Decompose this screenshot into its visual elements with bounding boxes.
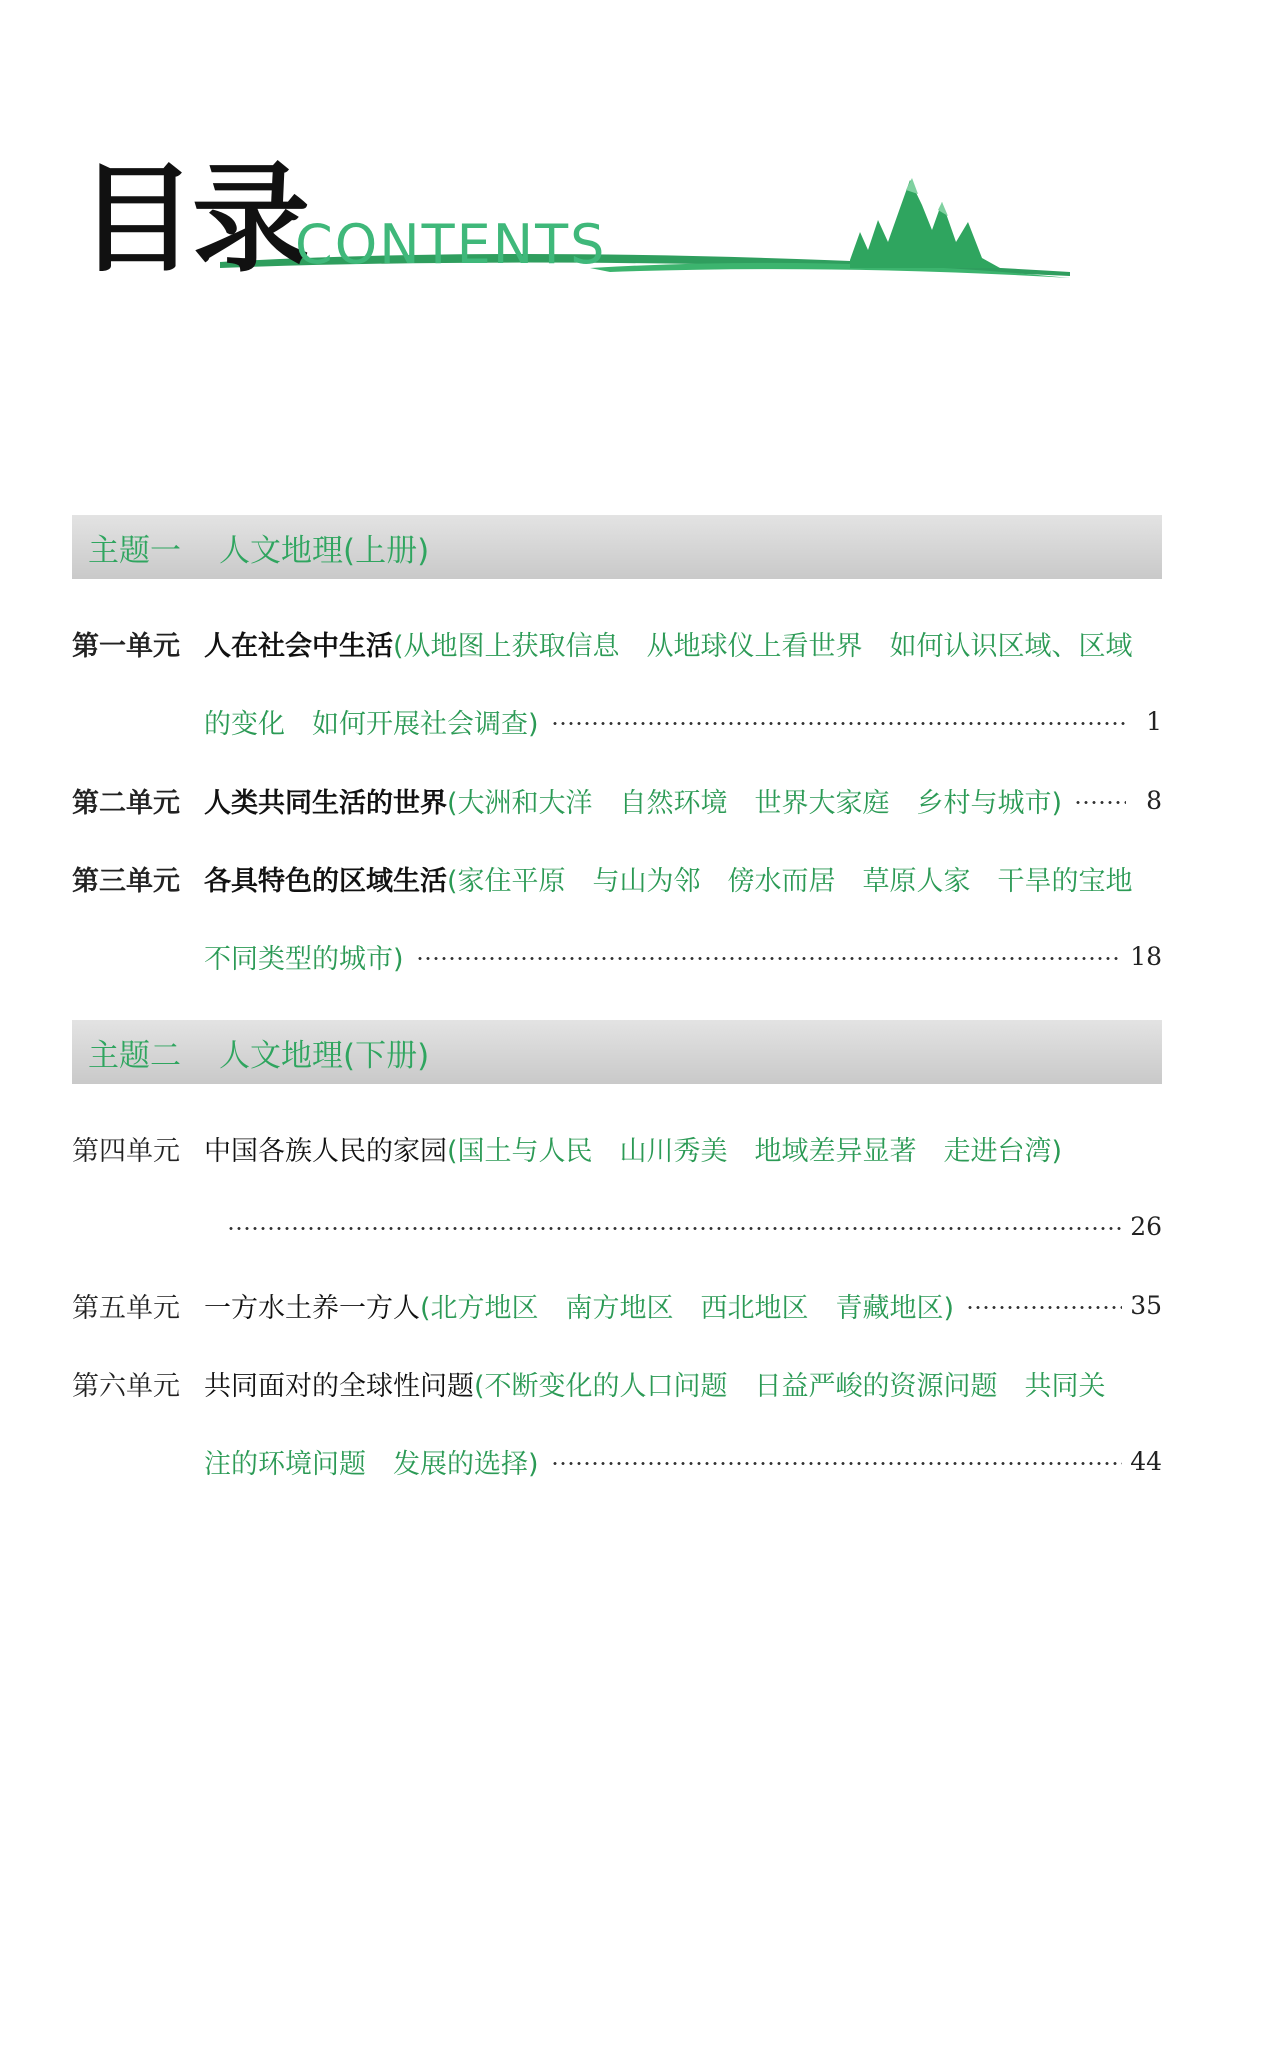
unit-lessons: (从地图上获取信息 从地球仪上看世界 如何认识区域、区域: [393, 630, 1133, 662]
section-title: 人文地理(上册): [219, 532, 430, 569]
unit-lessons-continued: 的变化 如何开展社会调查): [204, 708, 539, 740]
page-number: 1: [1146, 706, 1162, 736]
unit-lessons-continued: 注的环境问题 发展的选择): [204, 1448, 539, 1480]
section-number: 主题一: [88, 532, 181, 569]
dot-leader: [227, 1227, 1122, 1230]
unit-title: 中国各族人民的家园: [204, 1135, 447, 1167]
unit-lessons: (大洲和大洋 自然环境 世界大家庭 乡村与城市): [447, 787, 1063, 819]
page-number: 18: [1130, 941, 1162, 971]
unit-number: 第六单元: [72, 1370, 180, 1402]
unit-number: 第四单元: [72, 1135, 180, 1167]
page-number: 8: [1146, 785, 1162, 815]
section-number: 主题二: [88, 1037, 181, 1074]
section-header-2: [72, 1020, 1162, 1084]
dot-leader: [416, 957, 1123, 960]
unit-lessons-continued: 不同类型的城市): [204, 943, 404, 975]
page-number: 44: [1130, 1446, 1162, 1476]
unit-title: 一方水土养一方人: [204, 1292, 420, 1324]
page-number: 26: [1130, 1211, 1162, 1241]
dot-leader: [1074, 801, 1126, 804]
unit-number: 第二单元: [72, 787, 180, 819]
unit-lessons: (不断变化的人口问题 日益严峻的资源问题 共同关: [474, 1370, 1106, 1402]
dot-leader: [551, 1462, 1123, 1465]
contents-title-cn: 目录: [78, 150, 307, 288]
dot-leader: [966, 1306, 1122, 1309]
unit-number: 第五单元: [72, 1292, 180, 1324]
contents-header: [70, 150, 1130, 300]
unit-number: 第一单元: [72, 630, 180, 662]
section-header-1: [72, 515, 1162, 579]
page-number: 35: [1130, 1290, 1162, 1320]
section-title: 人文地理(下册): [219, 1037, 430, 1074]
unit-lessons: (北方地区 南方地区 西北地区 青藏地区): [420, 1292, 955, 1324]
unit-title: 人在社会中生活: [204, 630, 393, 662]
dot-leader: [551, 722, 1126, 725]
unit-lessons: (国土与人民 山川秀美 地域差异显著 走进台湾): [447, 1135, 1063, 1167]
unit-title: 人类共同生活的世界: [204, 787, 447, 819]
unit-title: 共同面对的全球性问题: [204, 1370, 474, 1402]
contents-title-en: CONTENTS: [295, 213, 607, 276]
unit-lessons: (家住平原 与山为邻 傍水而居 草原人家 干旱的宝地: [447, 865, 1133, 897]
unit-title: 各具特色的区域生活: [204, 865, 447, 897]
unit-number: 第三单元: [72, 865, 180, 897]
